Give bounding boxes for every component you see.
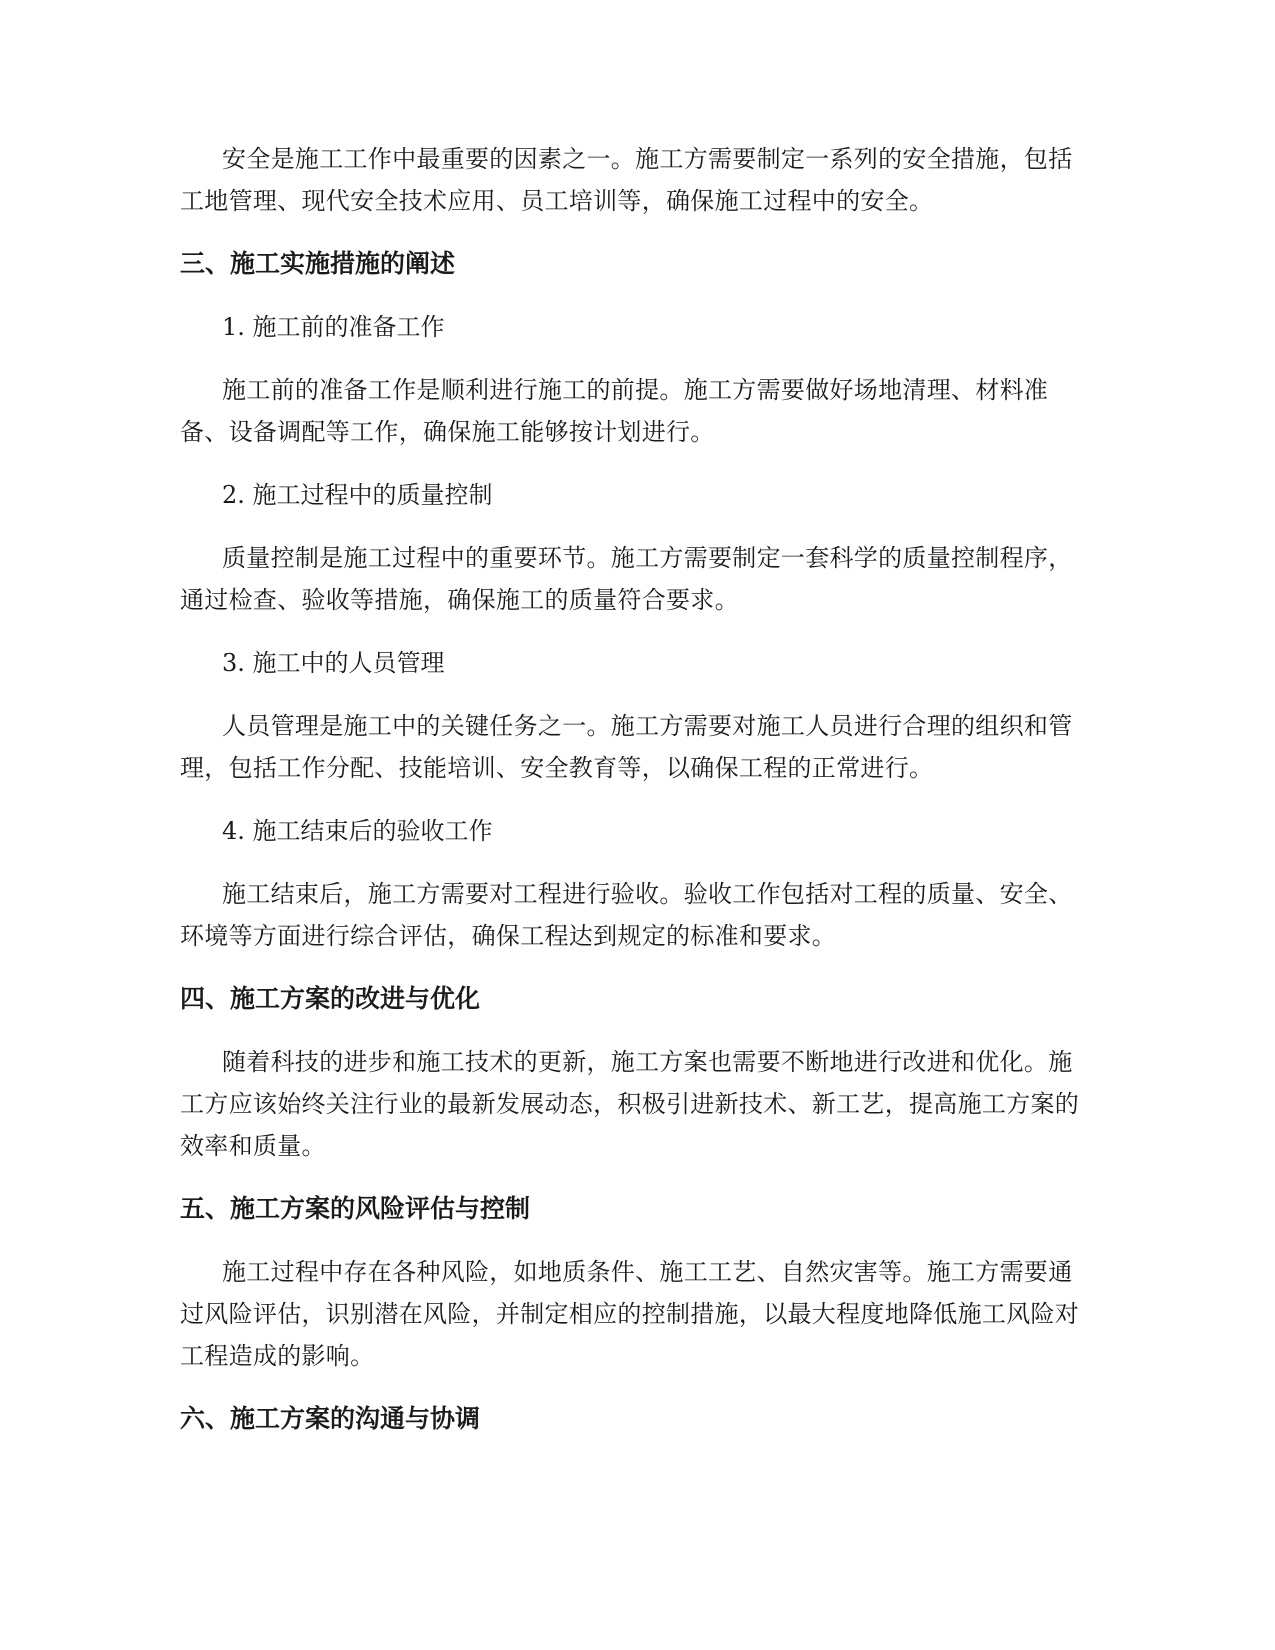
section-heading-4: 四、施工方案的改进与优化 [180, 984, 481, 1013]
section-heading-5: 五、施工方案的风险评估与控制 [180, 1194, 531, 1223]
section-heading-3: 三、施工实施措施的阐述 [180, 249, 456, 278]
paragraph-personnel: 人员管理是施工中的关键任务之一。施工方需要对施工人员进行合理的组织和管理，包括工作分配、技能培训、安全教育等，以确保工程的正常进行。 [180, 712, 1073, 782]
paragraph-improvement: 随着科技的进步和施工技术的更新，施工方案也需要不断地进行改进和优化。施工方应该始终关注行业的最新发展动态，积极引进新技术、新工艺，提高施工方案的效率和质量。 [180, 1048, 1080, 1160]
paragraph-acceptance: 施工结束后，施工方需要对工程进行验收。验收工作包括对工程的质量、安全、环境等方面进行综合评估，确保工程达到规定的标准和要求。 [180, 880, 1073, 950]
paragraph-quality-control: 质量控制是施工过程中的重要环节。施工方需要制定一套科学的质量控制程序，通过检查、验收等措施，确保施工的质量符合要求。 [180, 544, 1073, 614]
subsection-title-2: 2. 施工过程中的质量控制 [222, 481, 493, 509]
paragraph-preparation: 施工前的准备工作是顺利进行施工的前提。施工方需要做好场地清理、材料准备、设备调配等工作，确保施工能够按计划进行。 [180, 376, 1049, 446]
document-page [180, 138, 1092, 1461]
subsection-title-4: 4. 施工结束后的验收工作 [222, 817, 493, 845]
paragraph-risk: 施工过程中存在各种风险，如地质条件、施工工艺、自然灾害等。施工方需要通过风险评估，识别潜在风险，并制定相应的控制措施，以最大程度地降低施工风险对工程造成的影响。 [180, 1258, 1080, 1370]
subsection-title-3: 3. 施工中的人员管理 [222, 649, 445, 677]
paragraph-safety: 安全是施工工作中最重要的因素之一。施工方需要制定一系列的安全措施，包括工地管理、现代安全技术应用、员工培训等，确保施工过程中的安全。 [180, 145, 1073, 215]
subsection-title-1: 1. 施工前的准备工作 [222, 313, 445, 341]
section-heading-6: 六、施工方案的沟通与协调 [180, 1404, 481, 1433]
